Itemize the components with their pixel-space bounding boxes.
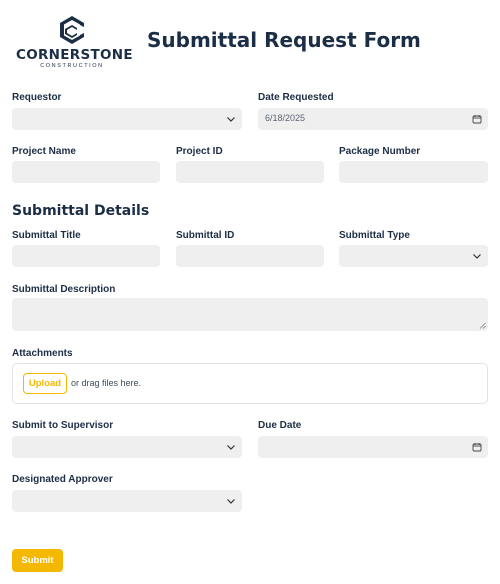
project-name-input[interactable] <box>12 161 160 183</box>
date-requested-value: 6/18/2025 <box>265 113 306 123</box>
submittal-id-input[interactable] <box>176 245 324 267</box>
submit-to-supervisor-label: Submit to Supervisor <box>12 420 114 431</box>
project-id-label: Project ID <box>176 146 223 157</box>
chevron-down-icon <box>226 496 236 506</box>
chevron-down-icon <box>226 114 236 124</box>
cornerstone-logo-icon <box>56 14 88 46</box>
submittal-id-label: Submittal ID <box>176 230 235 241</box>
chevron-down-icon <box>472 251 482 261</box>
upload-button[interactable]: Upload <box>23 373 67 394</box>
calendar-icon[interactable] <box>472 114 482 124</box>
drop-hint-text: or drag files here. <box>71 378 142 388</box>
page-title: Submittal Request Form <box>147 28 421 52</box>
submittal-type-select[interactable] <box>339 245 488 267</box>
form-header <box>0 0 500 82</box>
project-name-label: Project Name <box>12 146 76 157</box>
logo-subtitle: CONSTRUCTION <box>40 63 104 69</box>
submit-button[interactable]: Submit <box>12 549 63 572</box>
project-id-input[interactable] <box>176 161 324 183</box>
company-logo <box>16 14 133 70</box>
date-requested-label: Date Requested <box>258 92 334 103</box>
calendar-icon[interactable] <box>472 442 482 452</box>
designated-approver-select[interactable] <box>12 490 242 512</box>
requestor-select[interactable] <box>12 108 242 130</box>
supervisor-select[interactable] <box>12 436 242 458</box>
due-date-label: Due Date <box>258 420 302 431</box>
due-date-input[interactable] <box>258 436 488 458</box>
submittal-description-textarea[interactable] <box>12 298 488 331</box>
attachments-label: Attachments <box>12 348 73 359</box>
designated-approver-label: Designated Approver <box>12 474 113 485</box>
submittal-description-label: Submittal Description <box>12 284 116 295</box>
resize-grip-icon[interactable] <box>479 322 486 329</box>
attachments-dropzone[interactable] <box>12 363 488 404</box>
submittal-title-label: Submittal Title <box>12 230 81 241</box>
section-title-submittal-details: Submittal Details <box>12 203 150 219</box>
chevron-down-icon <box>226 442 236 452</box>
requestor-label: Requestor <box>12 92 62 103</box>
submittal-title-input[interactable] <box>12 245 160 267</box>
package-number-label: Package Number <box>339 146 421 157</box>
logo-name: CORNERSTONE <box>16 47 133 63</box>
submittal-type-label: Submittal Type <box>339 230 410 241</box>
package-number-input[interactable] <box>339 161 488 183</box>
date-requested-input[interactable] <box>258 108 488 130</box>
